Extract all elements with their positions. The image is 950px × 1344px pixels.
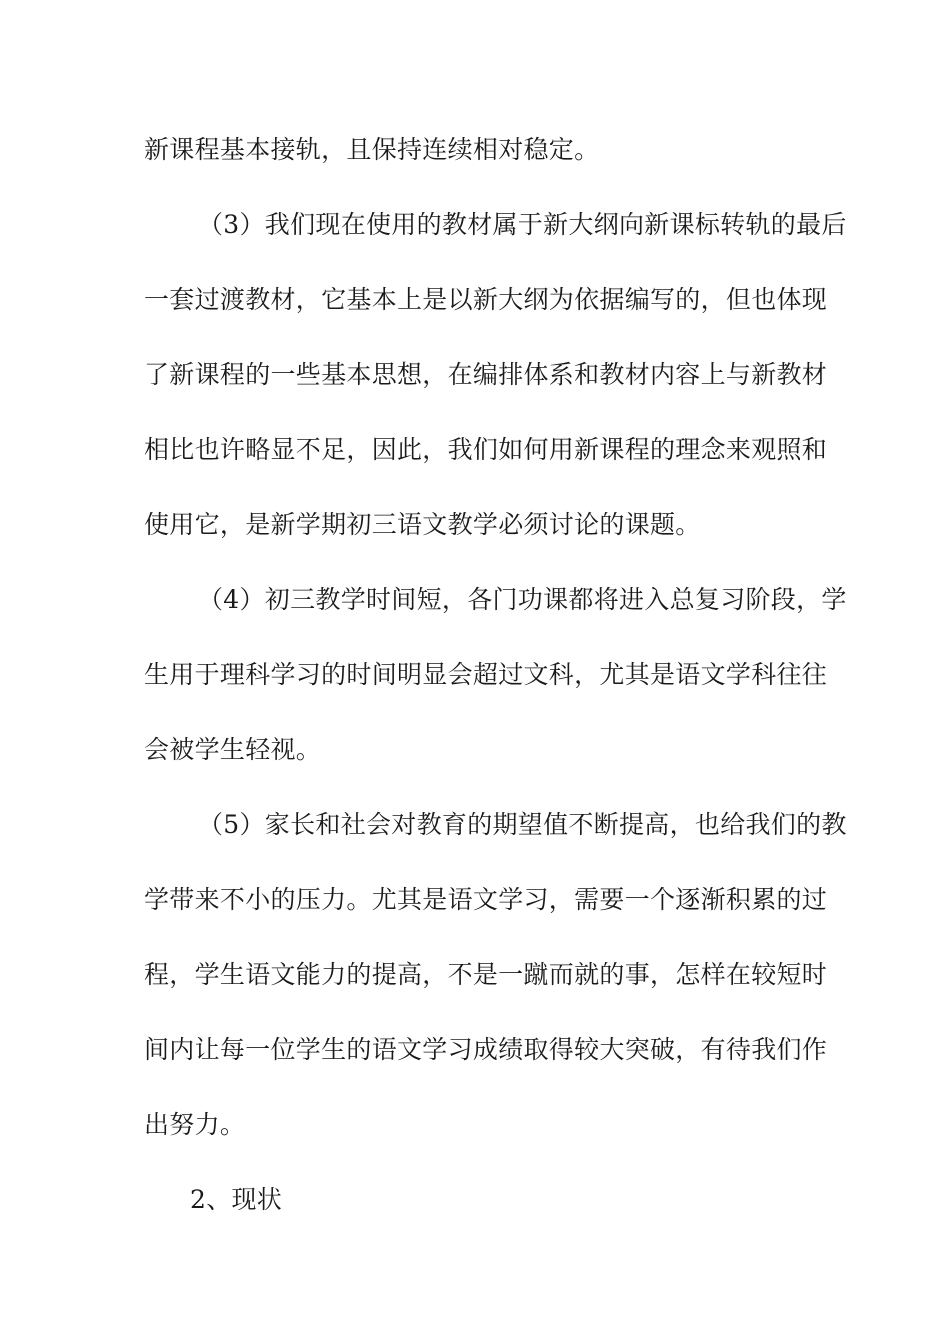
- text-line: 相比也许略显不足，因此，我们如何用新课程的理念来观照和: [144, 435, 828, 464]
- section-heading: 2、现状: [190, 1185, 283, 1214]
- text-line: 生用于理科学习的时间明显会超过文科，尤其是语文学科往往: [144, 660, 828, 689]
- text-line: 间内让每一位学生的语文学习成绩取得较大突破，有待我们作: [144, 1035, 828, 1064]
- text-line: 了新课程的一些基本思想，在编排体系和教材内容上与新教材: [144, 360, 828, 389]
- text-line: 会被学生轻视。: [144, 735, 322, 764]
- text-line: 使用它，是新学期初三语文教学必须讨论的课题。: [144, 510, 701, 539]
- text-line: （3）我们现在使用的教材属于新大纲向新课标转轨的最后: [198, 210, 847, 239]
- text-line: 一套过渡教材，它基本上是以新大纲为依据编写的，但也体现: [144, 285, 828, 314]
- text-line: （5）家长和社会对教育的期望值不断提高，也给我们的教: [198, 810, 847, 839]
- text-line: 新课程基本接轨，且保持连续相对稳定。: [144, 135, 600, 164]
- text-line: 学带来不小的压力。尤其是语文学习，需要一个逐渐积累的过: [144, 885, 828, 914]
- text-line: （4）初三教学时间短，各门功课都将进入总复习阶段，学: [198, 585, 847, 614]
- text-line: 出努力。: [144, 1110, 246, 1139]
- text-line: 程，学生语文能力的提高，不是一蹴而就的事，怎样在较短时: [144, 960, 828, 989]
